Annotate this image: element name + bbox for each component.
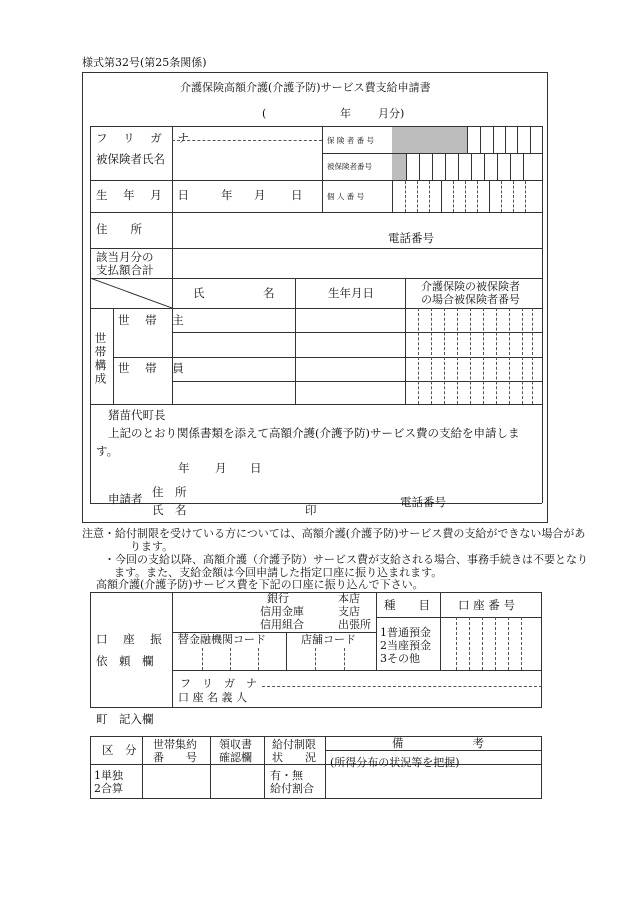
label-holder-name: 口 座 名 義 人 bbox=[178, 691, 247, 704]
app-month: 月 bbox=[215, 461, 227, 475]
period-year: 年 bbox=[340, 107, 351, 120]
label-insurer-no: 保 険 者 番 号 bbox=[327, 136, 375, 145]
col-kyufu-1: 給付制限 bbox=[272, 738, 316, 751]
kubun-option-1: 1単独 bbox=[94, 769, 123, 782]
col-setai-2: 番 号 bbox=[153, 751, 197, 764]
col-name-1: 氏 bbox=[193, 286, 205, 300]
note-1b: ります。 bbox=[130, 540, 174, 553]
label-payment-total-2: 支払額合計 bbox=[96, 263, 154, 277]
branch-type-1: 本店 bbox=[338, 592, 360, 605]
col-ryoshu-2: 確認欄 bbox=[219, 751, 252, 764]
label-account-no: 口 座 番 号 bbox=[458, 598, 515, 612]
application-text-2: す。 bbox=[96, 444, 119, 458]
applicant-name-label: 氏 名 bbox=[152, 503, 187, 517]
col-kubun: 区 分 bbox=[102, 743, 137, 757]
mayor-label: 猪苗代町長 bbox=[108, 408, 166, 422]
form-number: 様式第32号(第25条関係) bbox=[82, 56, 207, 69]
label-phone-2: 電話番号 bbox=[400, 495, 446, 509]
birth-month: 月 bbox=[254, 188, 266, 202]
kyufu-wariai: 給付割合 bbox=[270, 782, 314, 795]
label-inst-code: 金融機関コード bbox=[189, 633, 266, 646]
branch-type-2: 支店 bbox=[338, 605, 360, 618]
bank-type-1: 銀行 bbox=[267, 592, 289, 605]
label-household-head: 世 帯 主 bbox=[118, 313, 190, 327]
insurer-no-shaded bbox=[392, 127, 467, 153]
insured-no-shaded bbox=[392, 154, 406, 180]
col-setai-1: 世帯集約 bbox=[153, 738, 197, 751]
label-insured-no: 被保険者番号 bbox=[327, 162, 372, 171]
col-biko: 備 考 bbox=[392, 736, 484, 750]
form-title: 介護保険高額介護(介護予防)サービス費支給申請書 bbox=[180, 81, 431, 94]
kyufu-umu: 有・無 bbox=[270, 769, 303, 782]
label-account-type: 種 目 bbox=[384, 598, 430, 612]
label-address: 住 所 bbox=[96, 222, 142, 236]
period-open: ( bbox=[262, 107, 267, 120]
kubun-option-2: 2合算 bbox=[94, 782, 123, 795]
account-type-option-1: 1普通預金 bbox=[380, 626, 431, 639]
col-name-2: 名 bbox=[263, 286, 275, 300]
account-type-option-3: 3その他 bbox=[380, 652, 420, 665]
period-month: 月分) bbox=[378, 107, 405, 120]
household-side-label: 世帯構成 bbox=[93, 332, 108, 386]
app-day: 日 bbox=[250, 461, 262, 475]
bank-type-2: 信用金庫 bbox=[260, 605, 304, 618]
bank-type-3: 信用組合 bbox=[260, 618, 304, 631]
label-payment-total-1: 該当月分の bbox=[96, 250, 154, 264]
biko-note: (所得分布の状況等を把握) bbox=[330, 756, 460, 769]
label-transfer-1: 口 座 振 替 bbox=[96, 632, 195, 646]
label-phone-1: 電話番号 bbox=[388, 231, 434, 245]
birth-day: 日 bbox=[291, 188, 303, 202]
seal-label: 印 bbox=[305, 503, 317, 517]
applicant-address-label: 住 所 bbox=[152, 485, 187, 499]
note-2a: ・今回の支給以降、高額介護（介護予防）サービス費が支給される場合、事務手続きは不要となり bbox=[104, 553, 588, 566]
col-birthdate: 生年月日 bbox=[328, 286, 374, 300]
col-ryoshu-1: 領収書 bbox=[219, 738, 252, 751]
applicant-label: 申請者 bbox=[108, 492, 143, 506]
col-kyufu-2: 状 況 bbox=[272, 751, 316, 764]
label-birthdate: 生 年 月 日 bbox=[96, 188, 195, 202]
birth-year: 年 bbox=[221, 188, 233, 202]
label-insured-name: 被保険者氏名 bbox=[96, 152, 165, 166]
household-header-diagonal bbox=[90, 278, 172, 308]
application-text-1: 上記のとおり関係書類を添えて高額介護(介護予防)サービス費の支給を申請しま bbox=[108, 426, 520, 440]
town-section-heading: 町 記入欄 bbox=[96, 712, 154, 726]
note-1a: 注意・給付制限を受けている方については、高額介護(介護予防)サービス費の支給ができない場合があ bbox=[82, 527, 586, 540]
account-type-option-2: 2当座預金 bbox=[380, 639, 431, 652]
label-household-member: 世 帯 員 bbox=[118, 361, 190, 375]
label-transfer-2: 依 頼 欄 bbox=[96, 654, 154, 668]
note-3: 高額介護(介護予防)サービス費を下記の口座に振り込んで下さい。 bbox=[96, 578, 424, 591]
label-furigana: フ リ ガ ナ bbox=[96, 131, 195, 145]
label-holder-furigana: フ リ ガ ナ bbox=[180, 677, 257, 690]
app-year: 年 bbox=[178, 461, 190, 475]
col-insured-no-2: の場合被保険者番号 bbox=[421, 293, 520, 306]
label-branch-code: 店舗コード bbox=[301, 633, 356, 646]
label-personal-no: 個 人 番 号 bbox=[327, 192, 365, 201]
col-insured-no-1: 介護保険の被保険者 bbox=[421, 280, 520, 293]
branch-type-3: 出張所 bbox=[338, 618, 371, 631]
note-2b: ます。また、支給金額は今回申請した指定口座に振り込まれます。 bbox=[114, 566, 443, 579]
